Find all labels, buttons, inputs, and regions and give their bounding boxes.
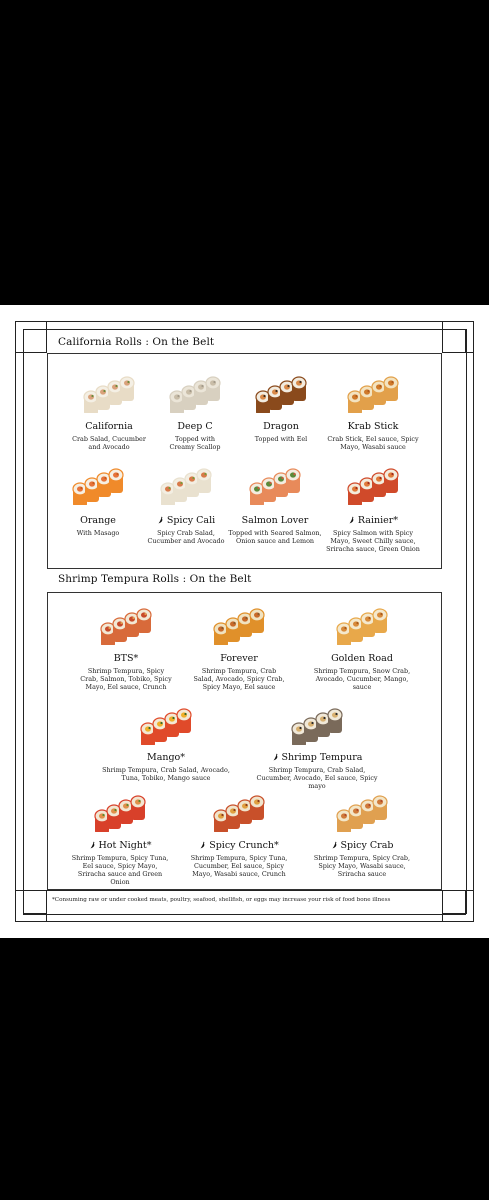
shrimp-section-title: Shrimp Tempura Rolls : On the Belt [58, 573, 252, 585]
menu-item-description: Topped with Creamy Scallop [169, 435, 221, 451]
deep-c-roll-image [166, 373, 224, 413]
menu-item-description: Shrimp Tempura, Spicy Crab, Salmon, Tobiko, Spicy Mayo, Eel sauce, Crunch [80, 667, 172, 691]
menu-item [227, 465, 323, 545]
inner-top-rule [23, 329, 466, 330]
footnote: *Consuming raw or under cooked meats, poultry, seafood, shellfish, or eggs may increase your risk of food bone illness [52, 897, 391, 903]
spicy-cali-roll-image [157, 465, 215, 505]
menu-item-name [79, 653, 173, 664]
california-roll-image [80, 373, 138, 413]
dragon-roll-image [252, 373, 310, 413]
menu-page [0, 305, 489, 938]
menu-item-description: Topped with Seared Salmon, Onion sauce and Lemon [228, 529, 322, 545]
corner-ornament-bottom-left [15, 890, 47, 922]
menu-item [249, 373, 313, 443]
menu-item-name-text: Spicy Cali [166, 515, 216, 526]
menu-item-name-text: BTS* [113, 653, 139, 664]
menu-item-name-text: Shrimp Tempura [281, 752, 363, 763]
chili-pepper-icon [157, 516, 164, 524]
menu-item-description: Crab Stick, Eel sauce, Spicy Mayo, Wasabi sauce [327, 435, 419, 451]
orange-roll-image [69, 465, 127, 505]
menu-item [163, 373, 227, 451]
menu-item-description: Shrimp Tempura, Crab Salad, Cucumber, Avocado, Eel sauce, Spicy mayo [256, 766, 378, 790]
menu-item-description: Spicy Crab Salad, Cucumber and Avocado [147, 529, 225, 545]
menu-item-name-text: Dragon [263, 421, 299, 432]
menu-item [79, 605, 173, 691]
menu-item [191, 605, 287, 691]
chili-pepper-icon [348, 516, 355, 524]
menu-item-name [227, 515, 323, 526]
menu-item-name [191, 653, 287, 664]
chili-pepper-icon [272, 753, 279, 761]
bts-roll-image [97, 605, 155, 645]
menu-item [312, 605, 412, 691]
menu-item-name-text: Spicy Crab [340, 840, 394, 851]
menu-item [71, 792, 169, 886]
menu-item-description: Shrimp Tempura, Snow Crab, Avocado, Cucumber, Mango, sauce [313, 667, 411, 691]
menu-item-description: Shrimp Tempura, Spicy Tuna, Cucumber, Eel sauce, Spicy Mayo, Wasabi sauce, Crunch [190, 854, 288, 878]
menu-item-name [146, 515, 226, 526]
spicy-crunch-roll-image [210, 792, 268, 832]
california-section-title: California Rolls : On the Belt [58, 336, 215, 348]
menu-item-name-text: Salmon Lover [241, 515, 309, 526]
menu-item-name [327, 421, 419, 432]
menu-item-name [249, 421, 313, 432]
menu-item-name-text: Deep C [177, 421, 213, 432]
menu-item-description: Shrimp Tempura, Crab Salad, Avocado, Tuna, Tobiko, Mango sauce [102, 766, 230, 782]
inner-bottom-rule [23, 914, 466, 915]
krab-stick-roll-image [344, 373, 402, 413]
menu-item-name [71, 840, 169, 851]
menu-item [61, 465, 135, 537]
rainier-roll-image [344, 465, 402, 505]
corner-ornament-bottom-right [442, 890, 474, 922]
menu-item [146, 465, 226, 545]
shrimp-tempura-roll-image [288, 705, 346, 745]
menu-item-name-text: Spicy Crunch* [209, 840, 279, 851]
chili-pepper-icon [89, 841, 96, 849]
menu-item-name [325, 515, 421, 526]
menu-item [101, 705, 231, 782]
menu-item-name [72, 421, 146, 432]
menu-item-name-text: Mango* [146, 752, 186, 763]
menu-item-name-text: Rainier* [357, 515, 399, 526]
menu-item-description: Shrimp Tempura, Spicy Crab, Spicy Mayo, Wasabi sauce, Sriracha sauce [313, 854, 411, 878]
menu-item-description: Spicy Salmon with Spicy Mayo, Sweet Chilly sauce, Sriracha sauce, Green Onion [326, 529, 420, 553]
menu-item-name [190, 840, 288, 851]
menu-item-name [101, 752, 231, 763]
menu-item [72, 373, 146, 451]
menu-item [327, 373, 419, 451]
menu-item-description: Topped with Eel [254, 435, 308, 443]
hot-night-roll-image [91, 792, 149, 832]
inner-right-rule [466, 329, 467, 914]
menu-item-name-text: Forever [220, 653, 258, 664]
mango-roll-image [137, 705, 195, 745]
menu-item-description: With Masago [76, 529, 120, 537]
menu-item [190, 792, 288, 878]
menu-item-name [252, 752, 382, 763]
menu-item-name [313, 840, 411, 851]
menu-item-name-text: California [85, 421, 133, 432]
corner-ornament-top-right [442, 321, 474, 353]
menu-item-name-text: Golden Road [331, 653, 393, 664]
salmon-lover-roll-image [246, 465, 304, 505]
corner-ornament-top-left [15, 321, 47, 353]
footer-rule [47, 890, 442, 891]
menu-item-description: Shrimp Tempura, Spicy Tuna, Eel sauce, Spicy Mayo, Sriracha sauce and Green Onion [71, 854, 169, 886]
menu-item-name-text: Krab Stick [347, 421, 399, 432]
menu-item [252, 705, 382, 790]
menu-item-name [163, 421, 227, 432]
menu-item-name [312, 653, 412, 664]
menu-item-name [61, 515, 135, 526]
forever-roll-image [210, 605, 268, 645]
menu-item-name-text: Hot Night* [98, 840, 152, 851]
menu-item-name-text: Orange [80, 515, 116, 526]
spicy-crab-roll-image [333, 792, 391, 832]
inner-left-rule [23, 329, 24, 914]
chili-pepper-icon [331, 841, 338, 849]
menu-item [325, 465, 421, 553]
menu-item-description: Shrimp Tempura, Crab Salad, Avocado, Spicy Crab, Spicy Mayo, Eel sauce [193, 667, 285, 691]
menu-item-description: Crab Salad, Cucumber and Avocado [72, 435, 146, 451]
chili-pepper-icon [199, 841, 206, 849]
menu-item [313, 792, 411, 878]
golden-road-roll-image [333, 605, 391, 645]
